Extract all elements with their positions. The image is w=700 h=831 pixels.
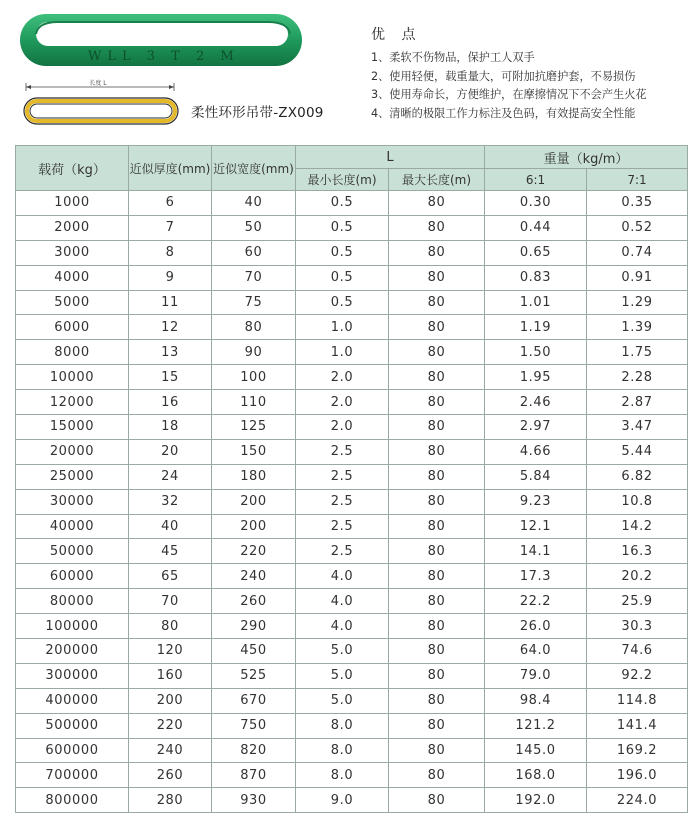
cell-min-length: 9.0 bbox=[296, 788, 389, 813]
cell-min-length: 1.0 bbox=[296, 340, 389, 365]
cell-thickness: 280 bbox=[129, 788, 212, 813]
cell-load: 80000 bbox=[16, 589, 129, 614]
cell-weight-7-1: 30.3 bbox=[587, 614, 688, 639]
cell-width: 260 bbox=[212, 589, 296, 614]
cell-thickness: 18 bbox=[129, 415, 212, 440]
cell-thickness: 70 bbox=[129, 589, 212, 614]
cell-weight-6-1: 4.66 bbox=[485, 439, 587, 464]
feature-item: 1、柔软不伤物品，保护工人双手 bbox=[371, 51, 535, 64]
cell-max-length: 80 bbox=[389, 340, 485, 365]
cell-weight-7-1: 224.0 bbox=[587, 788, 688, 813]
cell-width: 50 bbox=[212, 215, 296, 240]
cell-width: 200 bbox=[212, 514, 296, 539]
cell-weight-6-1: 79.0 bbox=[485, 663, 587, 688]
cell-load: 600000 bbox=[16, 738, 129, 763]
cell-weight-6-1: 22.2 bbox=[485, 589, 587, 614]
cell-thickness: 120 bbox=[129, 639, 212, 664]
header-length-group: L bbox=[296, 146, 485, 169]
cell-weight-7-1: 1.39 bbox=[587, 315, 688, 340]
cell-weight-7-1: 1.29 bbox=[587, 290, 688, 315]
cell-thickness: 160 bbox=[129, 663, 212, 688]
cell-thickness: 45 bbox=[129, 539, 212, 564]
cell-weight-7-1: 2.28 bbox=[587, 365, 688, 390]
cell-load: 30000 bbox=[16, 489, 129, 514]
cell-load: 40000 bbox=[16, 514, 129, 539]
cell-load: 60000 bbox=[16, 564, 129, 589]
cell-min-length: 0.5 bbox=[296, 290, 389, 315]
cell-max-length: 80 bbox=[389, 738, 485, 763]
cell-thickness: 80 bbox=[129, 614, 212, 639]
feature-item: 3、使用寿命长，方便维护，在摩擦情况下不会产生火花 bbox=[371, 88, 647, 102]
table-row bbox=[16, 564, 688, 589]
cell-thickness: 9 bbox=[129, 265, 212, 290]
cell-thickness: 8 bbox=[129, 240, 212, 265]
cell-load: 25000 bbox=[16, 464, 129, 489]
cell-max-length: 80 bbox=[389, 365, 485, 390]
table-row bbox=[16, 464, 688, 489]
cell-max-length: 80 bbox=[389, 464, 485, 489]
cell-load: 3000 bbox=[16, 240, 129, 265]
header-ratio-6-1: 6:1 bbox=[485, 169, 587, 191]
cell-weight-6-1: 1.01 bbox=[485, 290, 587, 315]
cell-load: 700000 bbox=[16, 763, 129, 788]
cell-max-length: 80 bbox=[389, 564, 485, 589]
cell-width: 180 bbox=[212, 464, 296, 489]
cell-weight-6-1: 121.2 bbox=[485, 713, 587, 738]
cell-max-length: 80 bbox=[389, 265, 485, 290]
cell-weight-6-1: 17.3 bbox=[485, 564, 587, 589]
cell-min-length: 5.0 bbox=[296, 639, 389, 664]
header-load: 载荷（kg） bbox=[16, 146, 129, 191]
cell-min-length: 5.0 bbox=[296, 688, 389, 713]
feature-item: 4、清晰的极限工作力标注及色码，有效提高安全性能 bbox=[371, 106, 636, 120]
cell-thickness: 200 bbox=[129, 688, 212, 713]
header-ratio-7-1: 7:1 bbox=[587, 169, 688, 191]
product-header bbox=[0, 0, 700, 146]
table-row bbox=[16, 290, 688, 315]
cell-max-length: 80 bbox=[389, 539, 485, 564]
cell-min-length: 2.0 bbox=[296, 365, 389, 390]
cell-thickness: 24 bbox=[129, 464, 212, 489]
cell-weight-6-1: 0.30 bbox=[485, 191, 587, 216]
table-row bbox=[16, 265, 688, 290]
cell-weight-7-1: 114.8 bbox=[587, 688, 688, 713]
cell-weight-7-1: 0.35 bbox=[587, 191, 688, 216]
cell-load: 10000 bbox=[16, 365, 129, 390]
cell-max-length: 80 bbox=[389, 240, 485, 265]
cell-weight-6-1: 2.46 bbox=[485, 390, 587, 415]
cell-weight-7-1: 14.2 bbox=[587, 514, 688, 539]
cell-weight-7-1: 141.4 bbox=[587, 713, 688, 738]
cell-load: 1000 bbox=[16, 191, 129, 216]
features-list bbox=[371, 49, 697, 123]
cell-weight-7-1: 74.6 bbox=[587, 639, 688, 664]
feature-item: 2、使用轻便，载重量大，可附加抗磨护套，不易损伤 bbox=[371, 69, 636, 83]
cell-load: 50000 bbox=[16, 539, 129, 564]
cell-thickness: 12 bbox=[129, 315, 212, 340]
cell-thickness: 40 bbox=[129, 514, 212, 539]
cell-load: 5000 bbox=[16, 290, 129, 315]
sling-length-diagram bbox=[16, 76, 186, 130]
cell-min-length: 8.0 bbox=[296, 713, 389, 738]
cell-width: 750 bbox=[212, 713, 296, 738]
table-row bbox=[16, 539, 688, 564]
cell-min-length: 0.5 bbox=[296, 191, 389, 216]
spec-table-body bbox=[16, 191, 688, 813]
cell-load: 15000 bbox=[16, 415, 129, 440]
cell-width: 870 bbox=[212, 763, 296, 788]
header-min-length: 最小长度(m) bbox=[296, 169, 389, 191]
table-row bbox=[16, 191, 688, 216]
features-title: 优 点 bbox=[371, 27, 422, 43]
spec-table-header bbox=[16, 146, 688, 191]
cell-width: 150 bbox=[212, 439, 296, 464]
cell-weight-7-1: 25.9 bbox=[587, 589, 688, 614]
table-row bbox=[16, 663, 688, 688]
cell-width: 100 bbox=[212, 365, 296, 390]
cell-width: 60 bbox=[212, 240, 296, 265]
cell-thickness: 7 bbox=[129, 215, 212, 240]
cell-weight-6-1: 192.0 bbox=[485, 788, 587, 813]
cell-min-length: 2.0 bbox=[296, 415, 389, 440]
cell-weight-7-1: 20.2 bbox=[587, 564, 688, 589]
cell-weight-7-1: 0.74 bbox=[587, 240, 688, 265]
cell-min-length: 8.0 bbox=[296, 738, 389, 763]
cell-width: 240 bbox=[212, 564, 296, 589]
cell-load: 100000 bbox=[16, 614, 129, 639]
cell-max-length: 80 bbox=[389, 639, 485, 664]
cell-load: 12000 bbox=[16, 390, 129, 415]
cell-weight-6-1: 0.83 bbox=[485, 265, 587, 290]
header-max-length: 最大长度(m) bbox=[389, 169, 485, 191]
cell-weight-7-1: 2.87 bbox=[587, 390, 688, 415]
table-row bbox=[16, 639, 688, 664]
sling-marking: WLL 3 T 2 M bbox=[88, 49, 240, 64]
cell-min-length: 1.0 bbox=[296, 315, 389, 340]
cell-weight-7-1: 10.8 bbox=[587, 489, 688, 514]
table-row bbox=[16, 365, 688, 390]
cell-weight-7-1: 5.44 bbox=[587, 439, 688, 464]
cell-max-length: 80 bbox=[389, 663, 485, 688]
cell-min-length: 2.5 bbox=[296, 464, 389, 489]
cell-width: 90 bbox=[212, 340, 296, 365]
table-row bbox=[16, 240, 688, 265]
table-row bbox=[16, 763, 688, 788]
table-row bbox=[16, 788, 688, 813]
cell-thickness: 6 bbox=[129, 191, 212, 216]
cell-weight-7-1: 92.2 bbox=[587, 663, 688, 688]
cell-max-length: 80 bbox=[389, 415, 485, 440]
table-row bbox=[16, 315, 688, 340]
cell-width: 525 bbox=[212, 663, 296, 688]
cell-width: 670 bbox=[212, 688, 296, 713]
cell-width: 820 bbox=[212, 738, 296, 763]
cell-max-length: 80 bbox=[389, 713, 485, 738]
cell-thickness: 20 bbox=[129, 439, 212, 464]
cell-min-length: 2.5 bbox=[296, 489, 389, 514]
cell-min-length: 2.5 bbox=[296, 539, 389, 564]
header-weight-group: 重量（kg/m） bbox=[485, 146, 688, 169]
cell-weight-6-1: 145.0 bbox=[485, 738, 587, 763]
table-row bbox=[16, 614, 688, 639]
cell-weight-7-1: 16.3 bbox=[587, 539, 688, 564]
cell-weight-6-1: 0.44 bbox=[485, 215, 587, 240]
cell-max-length: 80 bbox=[389, 489, 485, 514]
cell-load: 300000 bbox=[16, 663, 129, 688]
cell-max-length: 80 bbox=[389, 589, 485, 614]
header-thickness: 近似厚度(mm) bbox=[129, 146, 212, 191]
cell-weight-7-1: 169.2 bbox=[587, 738, 688, 763]
table-row bbox=[16, 390, 688, 415]
cell-width: 290 bbox=[212, 614, 296, 639]
table-row bbox=[16, 415, 688, 440]
cell-weight-6-1: 12.1 bbox=[485, 514, 587, 539]
cell-load: 400000 bbox=[16, 688, 129, 713]
features-section bbox=[371, 24, 697, 123]
cell-weight-7-1: 1.75 bbox=[587, 340, 688, 365]
product-name: 柔性环形吊带-ZX009 bbox=[191, 105, 324, 121]
cell-width: 110 bbox=[212, 390, 296, 415]
spec-table bbox=[15, 145, 688, 813]
cell-max-length: 80 bbox=[389, 315, 485, 340]
cell-min-length: 2.0 bbox=[296, 390, 389, 415]
cell-width: 125 bbox=[212, 415, 296, 440]
cell-width: 450 bbox=[212, 639, 296, 664]
cell-min-length: 2.5 bbox=[296, 514, 389, 539]
cell-width: 70 bbox=[212, 265, 296, 290]
table-row bbox=[16, 340, 688, 365]
cell-max-length: 80 bbox=[389, 215, 485, 240]
cell-weight-6-1: 1.19 bbox=[485, 315, 587, 340]
cell-load: 20000 bbox=[16, 439, 129, 464]
cell-weight-6-1: 9.23 bbox=[485, 489, 587, 514]
length-label: 长度 L bbox=[89, 80, 107, 87]
cell-min-length: 8.0 bbox=[296, 763, 389, 788]
cell-weight-6-1: 98.4 bbox=[485, 688, 587, 713]
cell-weight-6-1: 1.50 bbox=[485, 340, 587, 365]
cell-width: 80 bbox=[212, 315, 296, 340]
cell-weight-7-1: 0.52 bbox=[587, 215, 688, 240]
cell-max-length: 80 bbox=[389, 514, 485, 539]
table-row bbox=[16, 713, 688, 738]
cell-load: 6000 bbox=[16, 315, 129, 340]
table-row bbox=[16, 215, 688, 240]
cell-max-length: 80 bbox=[389, 763, 485, 788]
cell-load: 800000 bbox=[16, 788, 129, 813]
header-row bbox=[16, 146, 688, 169]
cell-max-length: 80 bbox=[389, 390, 485, 415]
cell-min-length: 4.0 bbox=[296, 614, 389, 639]
cell-thickness: 16 bbox=[129, 390, 212, 415]
table-row bbox=[16, 589, 688, 614]
cell-min-length: 4.0 bbox=[296, 589, 389, 614]
cell-width: 40 bbox=[212, 191, 296, 216]
cell-min-length: 4.0 bbox=[296, 564, 389, 589]
cell-load: 500000 bbox=[16, 713, 129, 738]
cell-min-length: 0.5 bbox=[296, 240, 389, 265]
cell-weight-7-1: 6.82 bbox=[587, 464, 688, 489]
cell-weight-6-1: 2.97 bbox=[485, 415, 587, 440]
header-width: 近似宽度(mm) bbox=[212, 146, 296, 191]
cell-max-length: 80 bbox=[389, 788, 485, 813]
cell-weight-6-1: 26.0 bbox=[485, 614, 587, 639]
cell-thickness: 240 bbox=[129, 738, 212, 763]
cell-thickness: 220 bbox=[129, 713, 212, 738]
cell-max-length: 80 bbox=[389, 191, 485, 216]
round-sling-image bbox=[18, 8, 304, 70]
cell-max-length: 80 bbox=[389, 439, 485, 464]
table-row bbox=[16, 514, 688, 539]
cell-width: 930 bbox=[212, 788, 296, 813]
cell-load: 2000 bbox=[16, 215, 129, 240]
cell-min-length: 0.5 bbox=[296, 265, 389, 290]
cell-thickness: 11 bbox=[129, 290, 212, 315]
table-row bbox=[16, 688, 688, 713]
cell-load: 200000 bbox=[16, 639, 129, 664]
cell-weight-6-1: 14.1 bbox=[485, 539, 587, 564]
cell-width: 75 bbox=[212, 290, 296, 315]
cell-width: 220 bbox=[212, 539, 296, 564]
cell-width: 200 bbox=[212, 489, 296, 514]
table-row bbox=[16, 738, 688, 763]
cell-min-length: 0.5 bbox=[296, 215, 389, 240]
cell-weight-7-1: 0.91 bbox=[587, 265, 688, 290]
cell-weight-6-1: 168.0 bbox=[485, 763, 587, 788]
cell-thickness: 260 bbox=[129, 763, 212, 788]
cell-thickness: 65 bbox=[129, 564, 212, 589]
cell-thickness: 13 bbox=[129, 340, 212, 365]
cell-weight-6-1: 5.84 bbox=[485, 464, 587, 489]
table-row bbox=[16, 439, 688, 464]
cell-load: 8000 bbox=[16, 340, 129, 365]
cell-weight-6-1: 1.95 bbox=[485, 365, 587, 390]
table-row bbox=[16, 489, 688, 514]
cell-thickness: 32 bbox=[129, 489, 212, 514]
cell-load: 4000 bbox=[16, 265, 129, 290]
cell-max-length: 80 bbox=[389, 614, 485, 639]
cell-thickness: 15 bbox=[129, 365, 212, 390]
cell-max-length: 80 bbox=[389, 688, 485, 713]
cell-weight-6-1: 0.65 bbox=[485, 240, 587, 265]
cell-weight-7-1: 196.0 bbox=[587, 763, 688, 788]
cell-weight-7-1: 3.47 bbox=[587, 415, 688, 440]
cell-min-length: 5.0 bbox=[296, 663, 389, 688]
cell-max-length: 80 bbox=[389, 290, 485, 315]
cell-min-length: 2.5 bbox=[296, 439, 389, 464]
cell-weight-6-1: 64.0 bbox=[485, 639, 587, 664]
